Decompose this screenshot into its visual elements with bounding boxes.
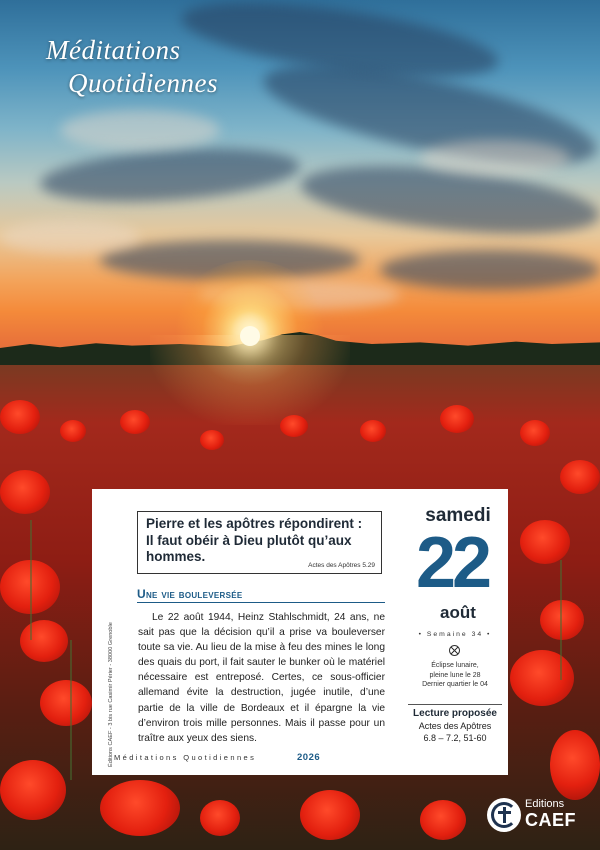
week-number: • Semaine 34 • [418,631,492,638]
logo-ring [491,802,517,828]
reading-reference: 6.8 – 7.2, 51-60 [423,733,487,743]
poppy [0,470,50,514]
day-number: 22 [415,523,489,603]
cloud [60,110,220,150]
verse-box [137,511,382,574]
logo-cross-vertical [503,807,506,823]
cloud [380,250,600,290]
cloud [420,140,570,176]
publisher-logo [487,796,587,834]
article-title: Une vie bouleversée [137,587,243,601]
reading-book: Actes des Apôtres [418,721,492,731]
poppy [100,780,180,836]
brand-title-line1: Méditations [46,35,181,65]
moon-note-line: Éclipse lunaire, [431,662,479,669]
moon-note-line: Dernier quartier le 04 [422,681,488,689]
month-name: août [440,603,476,622]
reading-title: Lecture proposée [413,708,497,719]
logo-cross-horizontal [498,811,511,814]
publisher-address-text: Éditions CAEF - 3 bis rue Casimir Périer - 38000 Grenoble [108,622,114,767]
poppy [60,420,86,442]
poppy [280,415,308,437]
date-divider [408,704,502,705]
daily-meditation-card [92,489,508,775]
poppy [0,760,66,820]
poppy-stem [560,560,562,680]
logo-caef-label: CAEF [525,810,576,830]
poppy [510,650,574,706]
poppy [440,405,474,433]
poppy [0,400,40,434]
sun-rays [150,335,350,425]
day-name: samedi [425,505,491,526]
poppy [520,520,570,564]
cloud [0,220,140,254]
poppy [200,800,240,836]
poppy-stem [70,640,72,780]
footer-year: 2026 [297,752,321,763]
publisher-address [108,607,122,767]
logo-editions-label: Editions [525,798,565,810]
moon-note-line: pleine lune le 28 [429,671,481,679]
poppy [520,420,550,446]
footer-brand: Méditations Quotidiennes [114,753,257,762]
article-title-rule [137,602,385,603]
poppy [360,420,386,442]
verse-reference: Actes des Apôtres 5.29 [308,562,375,569]
poppy [120,410,150,434]
moon-phase-note [402,661,508,690]
poppy [20,620,68,662]
poppy [420,800,466,840]
poppy [550,730,600,800]
sun [240,326,260,346]
poppy [200,430,224,450]
poppy [40,680,92,726]
poppy [300,790,360,840]
poppy [560,460,600,494]
poppy [540,600,584,640]
poppy-stem [30,520,32,640]
brand-title [46,34,218,100]
verse-text: Pierre et les apôtres répondirent : Il faut obéir à Dieu plutôt qu’aux hommes. [146,516,363,564]
caef-cross-icon [487,798,521,832]
eclipse-moon-icon [449,645,460,656]
article-body: Le 22 août 1944, Heinz Stahlschmidt, 24 ans, ne sait pas que la décision qu’il a prise va bouleverser toute sa vie. Au lieu de la mise à feu des mines le long des quais du port, il fait sauter le bunker où le matériel nécessaire est entreposé. Certes, ce sous-officier allemand évite la destruction, jugée inutile, d’une partie de la ville de Bordeaux et il épargne la vie d’environ trois mille personnes. Mais il passe pour un traître aux yeux des siens. [138,612,385,744]
brand-title-line2: Quotidiennes [68,68,218,98]
